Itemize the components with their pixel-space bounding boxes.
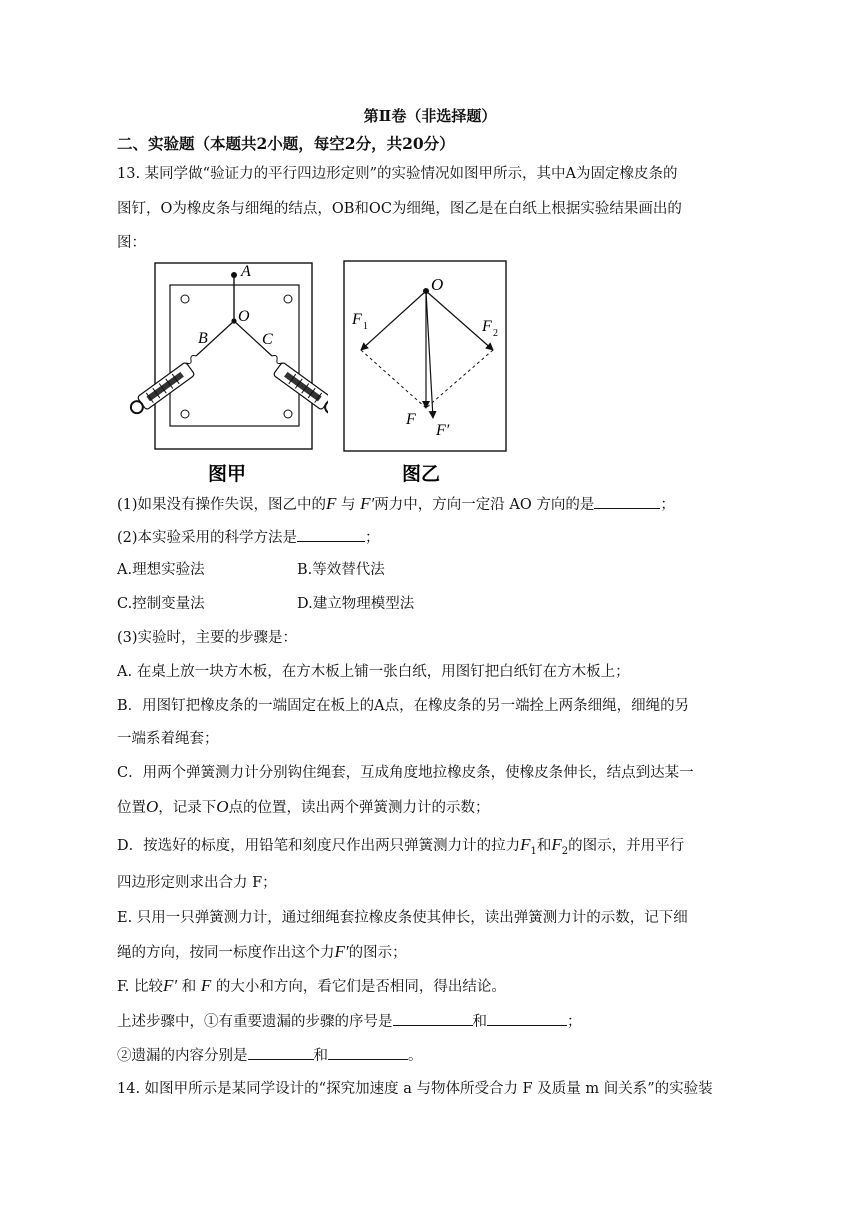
pin-circle <box>284 295 292 303</box>
sub-question-1 <box>117 1011 582 1032</box>
step-c-line2 <box>117 797 490 818</box>
text: ②遗漏的内容分别是 <box>117 1048 248 1064</box>
step-b-line1: B．用图钉把橡皮条的一端固定在板上的A点，在橡皮条的另一端拴上两条细绳，细绳的另 <box>117 698 690 714</box>
question-2 <box>117 527 380 548</box>
answer-blank[interactable] <box>594 494 660 509</box>
text: 。 <box>408 1048 423 1064</box>
label-o: O <box>431 275 444 294</box>
option-a: A.理想实验法 <box>117 562 205 578</box>
pin-circle <box>181 410 189 418</box>
label-f2: F <box>482 318 492 335</box>
text: 和 <box>181 979 197 995</box>
label-c: C <box>262 331 273 348</box>
q14-line1: 14. 如图甲所示是某同学设计的“探究加速度 a 与物体所受合力 F 及质量 m 间关系”的实验装 <box>117 1081 713 1097</box>
answer-blank[interactable] <box>297 527 365 542</box>
question-3: (3)实验时，主要的步骤是： <box>117 630 298 646</box>
text: D．按选好的标度，用铅笔和刻度尺作出两只弹簧测力计的拉力 <box>117 838 521 854</box>
spring-scale-left <box>128 362 195 417</box>
label-o: O <box>238 308 250 325</box>
var-o: O <box>216 797 229 816</box>
step-c-line1: C．用两个弹簧测力计分别钩住绳套，互成角度地拉橡皮条，使橡皮条伸长，结点到达某一 <box>117 765 694 781</box>
text: ，记录下 <box>158 800 217 816</box>
label-f-prime: F′ <box>436 422 450 439</box>
spring-scale-right <box>273 362 328 417</box>
text: (2)本实验采用的科学方法是 <box>117 530 298 546</box>
step-a: A. 在桌上放一块方木板，在方木板上铺一张白纸，用图钉把白纸钉在方木板上； <box>117 664 630 680</box>
step-e-line2 <box>117 942 407 963</box>
text: 点的位置，读出两个弹簧测力计的示数； <box>228 800 490 816</box>
section-title: 第Ⅱ卷（非选择题） <box>363 107 497 125</box>
figure-b <box>340 258 512 488</box>
text: 的大小和方向，看它们是否相同，得出结论。 <box>215 979 506 995</box>
question-1 <box>117 494 675 515</box>
step-d-line1 <box>117 835 684 862</box>
arrow-f-prime <box>426 291 433 418</box>
answer-blank[interactable] <box>487 1011 567 1026</box>
arrow-f1 <box>361 291 426 350</box>
var-o: O <box>146 797 159 816</box>
label-f: F <box>406 411 416 428</box>
label-f1-sub: 1 <box>363 321 368 332</box>
var-f2: F <box>551 835 562 854</box>
text: 两力中，方向一定沿 AO 方向的是 <box>374 497 595 513</box>
step-d-line2: 四边形定则求出合力 F； <box>117 875 277 891</box>
label-a: A <box>241 263 251 280</box>
q13-intro-line2: 图钉，O为橡皮条与细绳的结点，OB和OC为细绳，图乙是在白纸上根据实验结果画出的 <box>117 201 682 217</box>
pin-circle <box>284 410 292 418</box>
sub-question-2 <box>117 1045 423 1066</box>
text: 与 <box>341 497 356 513</box>
text: 和 <box>472 1014 487 1030</box>
answer-blank[interactable] <box>328 1045 408 1060</box>
hook-c <box>272 356 282 364</box>
var-f: F <box>200 976 212 995</box>
q13-intro-line1: 13. 某同学做“验证力的平行四边形定则”的实验情况如图甲所示，其中A为固定橡皮条的 <box>117 166 678 182</box>
label-f2-sub: 2 <box>493 328 498 339</box>
pin-circle <box>181 295 189 303</box>
figure-a <box>128 258 328 488</box>
text: 和 <box>536 838 552 854</box>
label-f1: F <box>352 311 362 328</box>
caption-a: 图甲 <box>208 464 247 485</box>
subscript: 2 <box>561 845 569 857</box>
text: ； <box>660 497 675 513</box>
label-b: B <box>198 330 208 347</box>
q13-intro-line3: 图： <box>117 235 146 251</box>
option-b: B.等效替代法 <box>297 562 385 578</box>
text: F. 比较 <box>117 979 164 995</box>
var-f: F <box>326 494 337 513</box>
step-e-line1: E. 只用一只弹簧测力计，通过细绳套拉橡皮条使其伸长，读出弹簧测力计的示数，记下细 <box>117 910 688 926</box>
var-f-prime: F′ <box>163 976 178 995</box>
dashed-side <box>426 350 493 408</box>
text: 上述步骤中，①有重要遗漏的步骤的序号是 <box>117 1014 393 1030</box>
caption-b: 图乙 <box>402 464 441 485</box>
text: 的图示； <box>348 945 407 961</box>
subscript: 1 <box>530 845 537 857</box>
text: 位置 <box>117 800 146 816</box>
text: 和 <box>313 1048 328 1064</box>
answer-blank[interactable] <box>393 1011 473 1026</box>
part-heading: 二、实验题（本题共2小题，每空2分，共20分） <box>117 134 455 153</box>
answer-blank[interactable] <box>248 1045 314 1060</box>
text: (1)如果没有操作失误，图乙中的 <box>117 497 327 513</box>
step-b-line2: 一端系着绳套； <box>117 731 219 747</box>
option-d: D.建立物理模型法 <box>297 596 415 612</box>
var-f-prime: F′ <box>360 494 375 513</box>
text: ； <box>365 530 380 546</box>
dashed-side <box>361 350 426 408</box>
var-f1: F <box>520 835 531 854</box>
text: 的图示，并用平行 <box>568 838 685 854</box>
text: 绳的方向，按同一标度作出这个力 <box>117 945 335 961</box>
option-c: C.控制变量法 <box>117 596 205 612</box>
text: ； <box>567 1014 582 1030</box>
hook-b <box>186 356 196 364</box>
var-f-prime: F′ <box>334 942 349 961</box>
step-f <box>117 976 506 997</box>
